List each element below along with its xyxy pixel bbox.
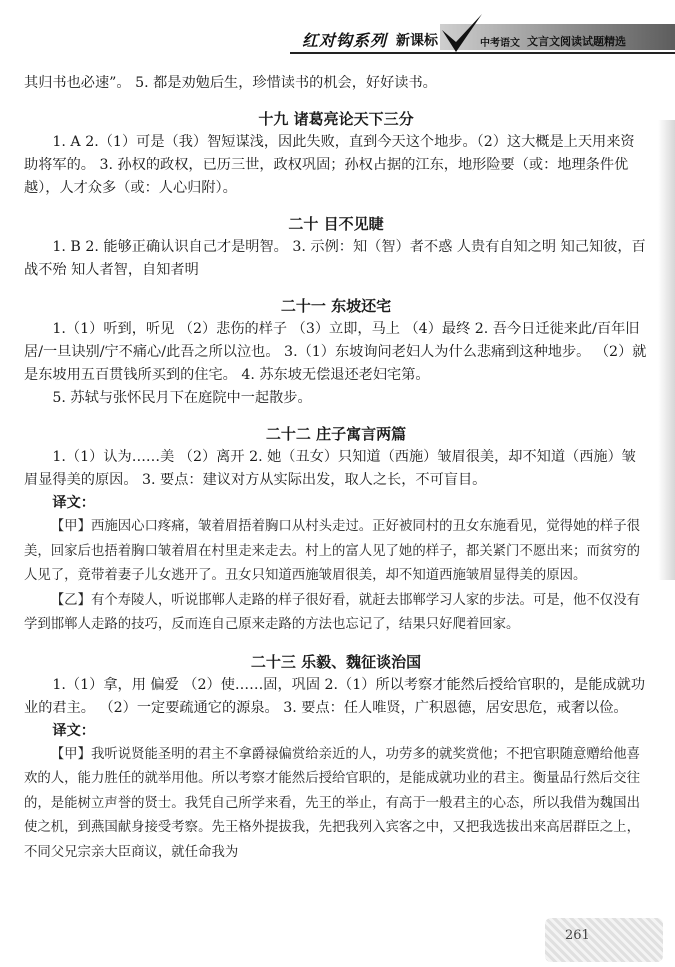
section-title-20: 二十 目不见睫 [288, 215, 384, 233]
subject-label: 中考语文 [480, 38, 520, 49]
answer-paragraph: 1. B 2. 能够正确认识自己才是明智。 3. 示例：知（智）者不惑 人贵有自知之明 知己知彼，百战不殆 知人者智，自知者明 [24, 239, 646, 278]
section-title-21: 二十一 东坡还宅 [280, 297, 392, 315]
answer-paragraph: 5. 苏轼与张怀民月下在庭院中一起散步。 [52, 390, 312, 406]
watermark-stamp [545, 918, 663, 962]
page-edge-shadow [658, 120, 675, 580]
translation-label: 译文： [52, 495, 95, 511]
translation-paragraph: 【乙】有个寿陵人，听说邯郸人走路的样子很好看，就赶去邯郸学习人家的步法。可是，他不仅没有学到邯郸人走路的技巧，反而连自己原来走路的方法也忘记了，结果只好爬着回家。 [24, 592, 640, 632]
answer-paragraph: 1.（1）听到，听见 （2）悲伤的样子 （3）立即，马上 （4）最终 2. 吾今日迁徙来此/百年旧居/一旦诀别/宁不痛心/此吾之所以泣也。 3.（1）东坡询问老妇人为什么悲痛到这种地步。 （2）就是东坡用五百贯钱所买到的住宅。 4. 苏东坡无偿退还老妇宅第。 [24, 321, 647, 383]
section-title-23: 二十三 乐毅、魏征谈治国 [250, 652, 422, 671]
answer-paragraph: 1.（1）认为……美 （2）离开 2. 她（丑女）只知道（西施）皱眉很美，却不知道（西施）皱眉显得美的原因。 3. 要点：建议对方从实际出发，取人之长，不可盲目。 [24, 449, 636, 488]
answer-paragraph: 1. A 2.（1）可是（我）智短谋浅，因此失败，直到今天这个地步。（2）这大概是上天用来资助将军的。 3. 孙权的政权，已历三世，政权巩固；孙权占据的江东，地形险要（或：地理条件优越），人才众多（或：人心归附）。 [24, 134, 635, 196]
translation-label: 译文： [52, 722, 95, 739]
continued-answer-line: 其归书也必速”。 5. 都是劝勉后生，珍惜读书的机会，好好读书。 [24, 75, 437, 91]
answer-paragraph: 1.（1）拿，用 偏爱 （2）使……固，巩固 2.（1）所以考察才能然后授给官职的，是能成就功业的君主。 （2）一定要疏通它的源泉。 3. 要点：任人唯贤，广积恩德，居安思危，戒奢以俭。 [24, 676, 646, 716]
translation-paragraph: 【甲】我听说贤能圣明的君主不拿爵禄偏赏给亲近的人，功劳多的就奖赏他；不把官职随意赠给他喜欢的人，能力胜任的就举用他。所以考察才能然后授给官职的，是能成就功业的君主。衡量品行然后交往的，是能树立声誉的贤士。我凭自己所学来看，先王的举止，有高于一般君主的心态，所以我借为魏国出使之机，到燕国献身接受考察。先王格外提拔我，先把我列入宾客之中，又把我选拔出来高居群臣之上，不同父兄宗亲大臣商议，就任命我为 [24, 746, 640, 860]
running-header [280, 14, 675, 64]
series-name: 红对钩系列 [302, 31, 388, 50]
new-standard-label: 新课标 [396, 33, 438, 49]
page-number: 261 [565, 928, 590, 943]
section-title-22: 二十二 庄子寓言两篇 [265, 425, 407, 443]
header-rule [290, 52, 675, 54]
section-title-19: 十九 诸葛亮论天下三分 [258, 110, 414, 128]
page-content [24, 72, 648, 865]
book-title: 文言文阅读试题精选 [527, 35, 626, 48]
translation-paragraph: 【甲】西施因心口疼痛，皱着眉捂着胸口从村头走过。正好被同村的丑女东施看见，觉得她的样子很美，回家后也捂着胸口皱着眉在村里走来走去。村上的富人见了她的样子，都关紧门不愿出来；而贫穷的人见了，竟带着妻子儿女逃开了。丑女只知道西施皱眉很美，却不知道西施皱眉显得美的原因。 [24, 519, 640, 583]
